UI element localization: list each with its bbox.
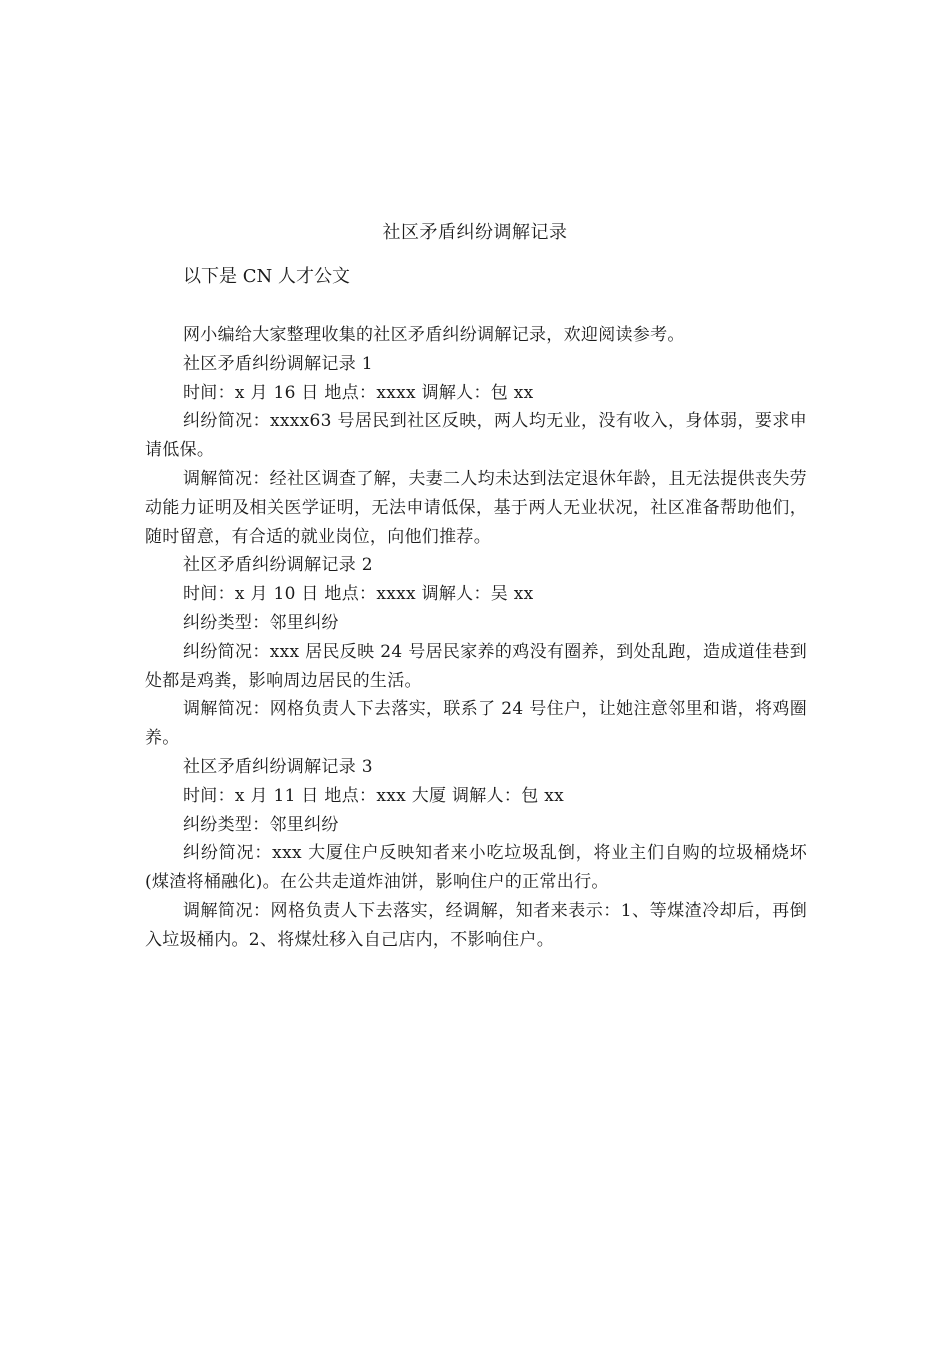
document-body: [145, 321, 807, 955]
record-2-dispute: 纠纷简况：xxx 居民反映 24 号居民家养的鸡没有圈养，到处乱跑，造成道佳巷到处都是鸡粪，影响周边居民的生活。: [145, 641, 807, 691]
record-1-meta: 时间：x 月 16 日 地点：xxxx 调解人：包 xx: [183, 382, 534, 403]
document-title: 社区矛盾纠纷调解记录: [382, 222, 568, 243]
record-2-heading: 社区矛盾纠纷调解记录 2: [183, 555, 373, 576]
record-2-meta: 时间：x 月 10 日 地点：xxxx 调解人：吴 xx: [183, 584, 534, 605]
record-3-dispute: 纠纷简况：xxx 大厦住户反映知者来小吃垃圾乱倒，将业主们自购的垃圾桶烧坏(煤渣将桶融化)。在公共走道炸油饼，影响住户的正常出行。: [145, 843, 807, 893]
record-1-mediation: 调解简况：经社区调查了解，夫妻二人均未达到法定退休年龄，且无法提供丧失劳动能力证明及相关医学证明，无法申请低保，基于两人无业状况，社区准备帮助他们，随时留意，有合适的就业岗位，向他们推荐。: [145, 468, 807, 547]
record-3-heading: 社区矛盾纠纷调解记录 3: [183, 756, 373, 777]
record-1-heading: 社区矛盾纠纷调解记录 1: [183, 353, 373, 374]
paragraph-intro-cont: 网小编给大家整理收集的社区矛盾纠纷调解记录，欢迎阅读参考。: [183, 325, 685, 345]
record-1-dispute: 纠纷简况：xxxx63 号居民到社区反映，两人均无业，没有收入，身体弱，要求申请低保。: [145, 411, 807, 461]
record-3-type: 纠纷类型：邻里纠纷: [183, 814, 339, 835]
document-intro: 以下是 CN 人才公文: [183, 266, 350, 287]
record-2-mediation: 调解简况：网格负责人下去落实，联系了 24 号住户，让她注意邻里和谐，将鸡圈养。: [145, 699, 807, 749]
record-3-mediation: 调解简况：网格负责人下去落实，经调解，知者来表示：1、等煤渣冷却后，再倒入垃圾桶内。2、将煤灶移入自己店内，不影响住户。: [145, 900, 807, 950]
record-3-meta: 时间：x 月 11 日 地点：xxx 大厦 调解人：包 xx: [183, 785, 564, 806]
record-2-type: 纠纷类型：邻里纠纷: [183, 612, 339, 633]
